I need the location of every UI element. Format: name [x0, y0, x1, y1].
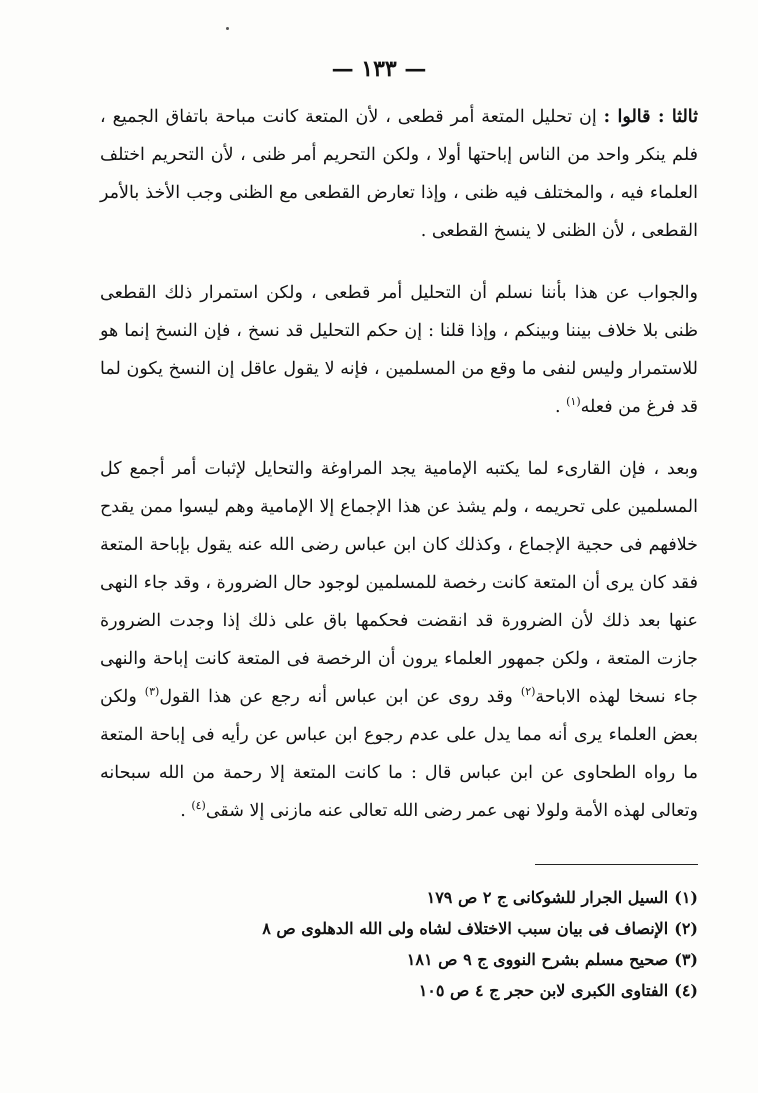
paragraph-3-text-3: ولكن بعض العلماء يرى أنه مما يدل على عدم رجوع ابن عباس عن رأيه فى إباحة المتعة ما رواه الطحاوى عن ابن عباس قال : ما كانت المتعة إلا رحمة من الله سبحانه وتعالى لهذه الأمة ولولا نهى عمر رضى الله تعالى عنه مازنى إلا شقى: [100, 687, 698, 821]
footnote-item: [200, 882, 698, 913]
footnote-text: الإنصاف فى بيان سبب الاختلاف لشاه ولى الله الدهلوى ص ٨: [262, 919, 669, 938]
footnote-ref-4[interactable]: (٤): [191, 799, 206, 813]
footnote-ref-1[interactable]: (١): [566, 395, 581, 409]
footnote-ref-2[interactable]: (٢): [520, 685, 536, 699]
paragraph-3-end: .: [180, 801, 192, 821]
footnote-item: [200, 975, 698, 1006]
footnote-item: [200, 913, 698, 944]
paragraph-3-text-1: وبعد ، فإن القارىء لما يكتبه الإمامية يجد المراوغة والتحايل لإثبات أمر أجمع كل المسلمين على تحريمه ، ولم يشذ عن هذا الإجماع إلا الإمامية وهم ليسوا ممن يقدح خلافهم فى حجية الإجماع ، وكذلك كان ابن عباس رضى الله عنه يقول بإباحة المتعة فقد كان يرى أن المتعة كانت رخصة للمسلمين لوجود حال الضرورة ، وقد جاء النهى عنها بعد ذلك لأن الضرورة قد انقضت فحكمها باق على ذلك إذا وجدت الضرورة جازت المتعة ، ولكن جمهور العلماء يرون أن الرخصة فى المتعة كانت إباحة والنهى جاء نسخا لهذه الاباحة: [100, 459, 698, 707]
paragraph-1: [100, 98, 698, 250]
paragraph-3-text-2: وقد روى عن ابن عباس أنه رجع عن هذا القول: [159, 687, 521, 707]
page-number: — ١٣٣ —: [331, 56, 427, 82]
paragraph-2-end: .: [554, 397, 567, 417]
footnotes-list: [200, 882, 698, 1006]
footnote-text: صحيح مسلم بشرح النووى ج ٩ ص ١٨١: [406, 950, 669, 969]
paragraph-1-text: إن تحليل المتعة أمر قطعى ، لأن المتعة كانت مباحة باتفاق الجميع ، فلم ينكر واحد من الناس إباحتها أولا ، ولكن التحريم أمر ظنى ، لأن التحريم اختلف العلماء فيه ، والمختلف فيه ظنى ، وإذا تعارض القطعى مع الظنى وجب الأخذ بالأمر القطعى ، لأن الظنى لا ينسخ القطعى .: [100, 107, 698, 241]
footnote-divider: [535, 864, 698, 865]
footnote-text: السيل الجرار للشوكانى ج ٢ ص ١٧٩: [426, 888, 669, 907]
footnote-ref-3[interactable]: (٣): [144, 685, 160, 699]
footnote-number: (٢): [674, 919, 698, 938]
footnote-number: (٤): [674, 981, 698, 1000]
footnote-text: الفتاوى الكبرى لابن حجر ج ٤ ص ١٠٥: [418, 981, 669, 1000]
paragraph-1-lead: ثالثا : قالوا :: [603, 107, 698, 127]
footnote-number: (١): [674, 888, 698, 907]
paragraph-2-text: والجواب عن هذا بأننا نسلم أن التحليل أمر قطعى ، ولكن استمرار ذلك القطعى ظنى بلا خلاف بيننا وبينكم ، وإذا قلنا : إن حكم التحليل قد نسخ ، فإن النسخ إنما هو للاستمرار وليس لنفى ما وقع من المسلمين ، فإنه لا يقول عاقل إن النسخ يكون لما قد فرغ من فعله: [100, 283, 698, 417]
footnote-item: [200, 944, 698, 975]
paragraph-3: [100, 450, 698, 830]
paragraph-2: [100, 274, 698, 426]
scan-speck: [226, 27, 229, 30]
footnote-number: (٣): [674, 950, 698, 969]
